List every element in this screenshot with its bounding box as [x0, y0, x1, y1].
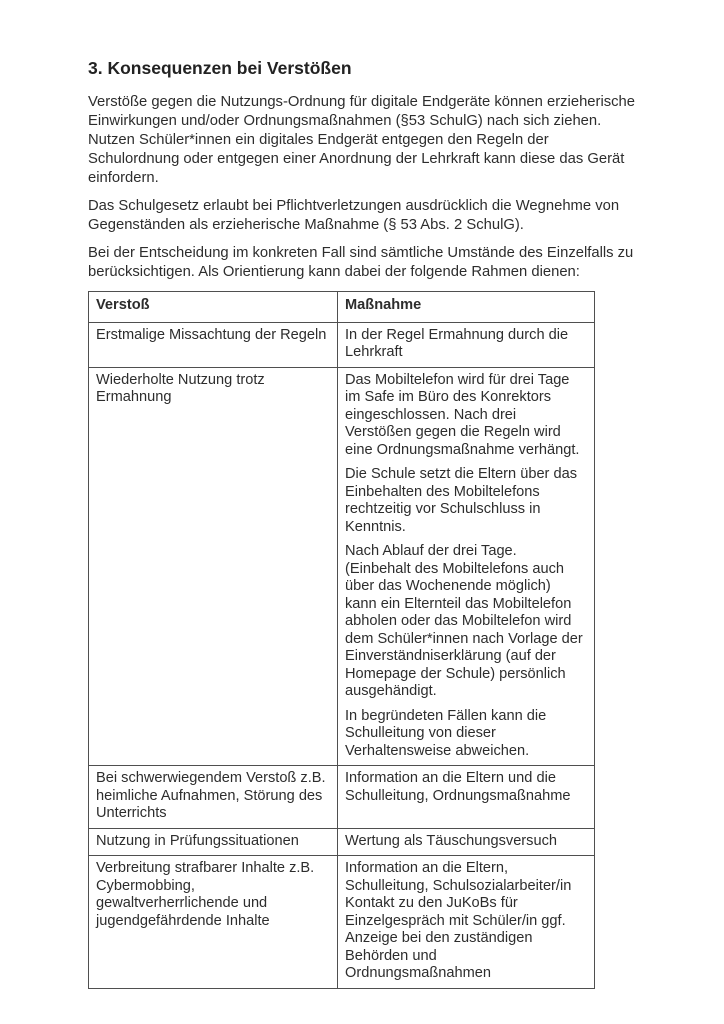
cell-verstoss — [89, 766, 338, 829]
cell-massnahme — [338, 766, 595, 829]
intro-paragraph-1: Verstöße gegen die Nutzungs-Ordnung für digitale Endgeräte können erzieherische Einwirkungen und/oder Ordnungsmaßnahmen (§53 SchulG) nach sich ziehen. Nutzen Schüler*innen ein digitales Endgerät entgegen den Regeln der Schulordnung oder entgegen einer Anordnung der Lehrkraft kann diese das Gerät einfordern. — [88, 94, 636, 186]
cell-paragraph: Das Mobiltelefon wird für drei Tage im Safe im Büro des Konrektors eingeschlossen. Nach drei Verstößen gegen die Regeln wird eine Ordnungsmaßnahme verhängt. — [345, 371, 580, 458]
table-row — [89, 766, 595, 829]
cell-paragraph: In begründeten Fällen kann die Schulleitung von dieser Verhaltensweise abweichen. — [345, 707, 547, 759]
cell-paragraph: Wiederholte Nutzung trotz Ermahnung — [96, 371, 265, 405]
table-row — [89, 367, 595, 766]
cell-verstoss — [89, 856, 338, 989]
cell-paragraph: Nutzung in Prüfungssituationen — [96, 832, 299, 849]
cell-verstoss — [89, 828, 338, 856]
cell-verstoss — [89, 322, 338, 367]
section-heading: 3. Konsequenzen bei Verstößen — [88, 58, 352, 78]
cell-massnahme — [338, 856, 595, 989]
column-header-verstoss: Verstoß — [89, 292, 338, 323]
cell-paragraph: Die Schule setzt die Eltern über das Einbehalten des Mobiltelefons rechtzeitig vor Schulschluss in Kenntnis. — [345, 466, 578, 535]
cell-massnahme — [338, 322, 595, 367]
table-row — [89, 828, 595, 856]
cell-verstoss — [89, 367, 338, 766]
intro-paragraph-3: Bei der Entscheidung im konkreten Fall sind sämtliche Umstände des Einzelfalls zu berücksichtigen. Als Orientierung kann dabei der folgende Rahmen dienen: — [88, 245, 634, 280]
cell-paragraph: Verbreitung strafbarer Inhalte z.B. Cybermobbing, gewaltverherrlichende und jugendgefährdende Inhalte — [96, 860, 315, 929]
cell-paragraph: Erstmalige Missachtung der Regeln — [96, 326, 327, 343]
cell-paragraph: Wertung als Täuschungsversuch — [345, 832, 557, 849]
cell-paragraph: Information an die Eltern und die Schulleitung, Ordnungsmaßnahme — [345, 770, 571, 804]
cell-paragraph: In der Regel Ermahnung durch die Lehrkraft — [345, 326, 569, 360]
intro-paragraph-2: Das Schulgesetz erlaubt bei Pflichtverletzungen ausdrücklich die Wegnehme von Gegenständen als erzieherische Maßnahme (§ 53 Abs. 2 SchulG). — [88, 198, 620, 233]
table-row — [89, 856, 595, 989]
cell-paragraph: Bei schwerwiegendem Verstoß z.B. heimliche Aufnahmen, Störung des Unterrichts — [96, 770, 326, 821]
cell-massnahme — [338, 367, 595, 766]
table-row — [89, 322, 595, 367]
column-header-massnahme: Maßnahme — [338, 292, 595, 323]
consequences-table — [88, 291, 595, 989]
cell-paragraph: Nach Ablauf der drei Tage. (Einbehalt des Mobiltelefons auch über das Wochenende möglich) kann ein Elternteil das Mobiltelefon abholen oder das Mobiltelefon wird dem Schüler*innen nach Vorlage der Einverständniserklärung (auf der Homepage der Schule) persönlich ausgehändigt. — [345, 543, 583, 699]
table-header-row — [89, 292, 595, 323]
cell-massnahme — [338, 828, 595, 856]
cell-paragraph: Information an die Eltern, Schulleitung, Schulsozialarbeiter/in Kontakt zu den JuKoBs für Einzelgespräch mit Schüler/in ggf. Anzeige bei den zuständigen Behörden und Ordnungsmaßnahmen — [345, 860, 572, 981]
